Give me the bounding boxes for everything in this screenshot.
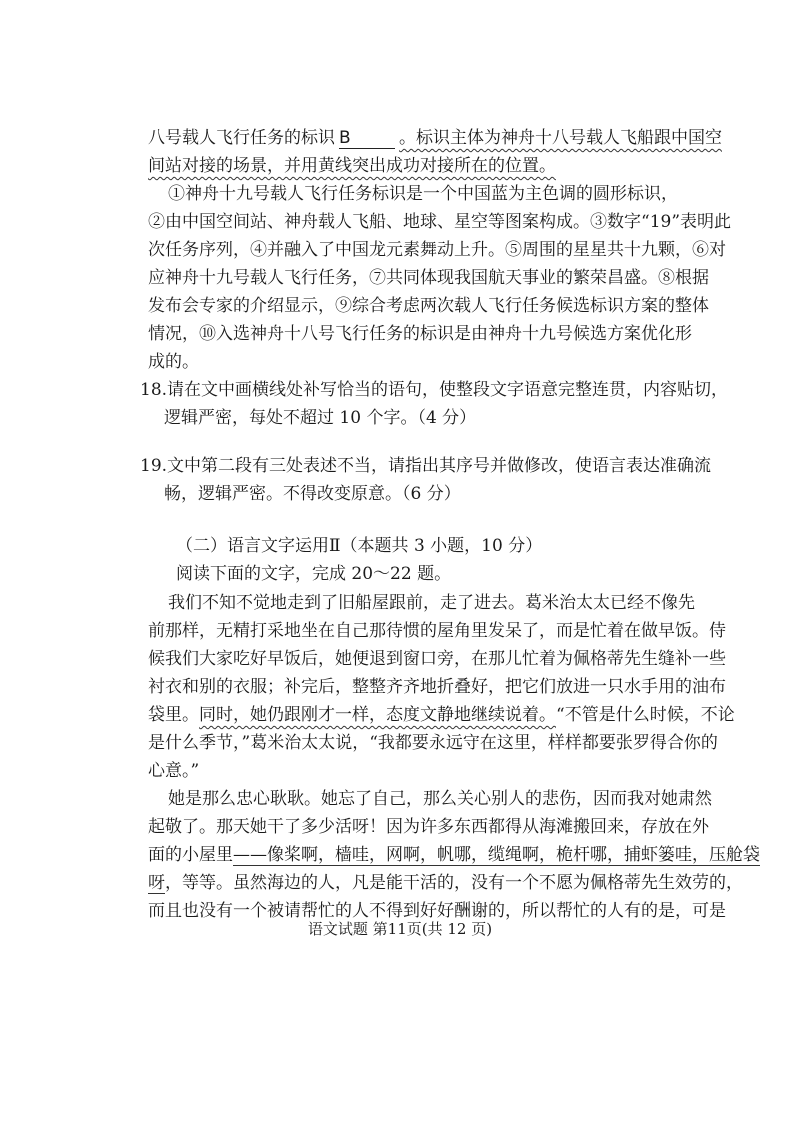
passage-2-line-3 [148, 841, 760, 869]
passage-1-line-6: 是什么季节，”葛米治太太说，“我都要永远守在这里，样样都要张罗得合你的 [148, 733, 718, 753]
intro-wavy-1: 。标识主体为神舟十八号载人飞船跟中国空 [399, 128, 722, 148]
para-two-line-1: ①神舟十九号载人飞行任务标识是一个中国蓝为主色调的圆形标识， [168, 184, 678, 204]
question-18-line-2: 逻辑严密，每处不超过 10 个字。（4 分） [164, 408, 477, 428]
passage-1-line-5 [148, 701, 735, 729]
question-19-line-2: 畅，逻辑严密。不得改变原意。（6 分） [164, 484, 461, 504]
passage-1-line-1: 我们不知不觉地走到了旧船屋跟前，走了进去。葛米治太太已经不像先 [168, 593, 695, 613]
passage-1-line-4: 衬衣和别的衣服；补完后，整整齐齐地折叠好，把它们放进一只水手用的油布 [148, 677, 726, 697]
section-2-instruction: 阅读下面的文字，完成 20～22 题。 [176, 564, 452, 584]
passage-1-line-2: 前那样，无精打采地坐在自己那待惯的屋角里发呆了，而是忙着在做早饭。侍 [148, 621, 726, 641]
para-two-line-2: ②由中国空间站、神舟载人飞船、地球、星空等图案构成。③数字“19”表明此 [148, 212, 732, 232]
para-two-line-3: 次任务序列，④并融入了中国龙元素舞动上升。⑤周围的星星共十九颗，⑥对 [148, 240, 726, 260]
passage-2-line-5: 而且也没有一个被请帮忙的人不得到好好酬谢的，所以帮忙的人有的是，可是 [148, 901, 726, 921]
passage-2-line-1: 她是那么忠心耿耿。她忘了自己，那么关心别人的悲伤，因而我对她肃然 [168, 789, 712, 809]
question-18-line-1: 18.请在文中画横线处补写恰当的语句，使整段文字语意完整连贯，内容贴切， [140, 380, 729, 400]
passage-1-wavy-sentence: 同时，她仍跟刚才一样，态度文静地继续说着。 [199, 705, 556, 725]
intro-text-1: 八号载人飞行任务的标识 [148, 128, 335, 148]
passage-2-text-4b: ，等等。虽然海边的人，凡是能干活的，没有一个不愿为佩格蒂先生效劳的， [165, 873, 743, 893]
passage-1-text-5b: “不管是什么时候，不论 [556, 705, 735, 725]
passage-2-underlined-end: 呀 [148, 873, 165, 893]
section-2-heading: （二）语言文字运用Ⅱ（本题共 3 小题，10 分） [176, 536, 543, 556]
question-19-line-1: 19.文中第二段有三处表述不当，请指出其序号并做修改，使语言表达准确流 [140, 456, 712, 476]
para-two-line-5: 发布会专家的介绍显示，⑨综合考虑两次载人飞行任务候选标识方案的整体 [148, 296, 709, 316]
passage-2-line-4 [148, 869, 743, 897]
para-two-line-7: 成的。 [148, 352, 199, 372]
para-two-line-6: 情况，⑩入选神舟十八号飞行任务的标识是由神舟十九号候选方案优化形 [148, 324, 692, 344]
passage-1-line-7: 心意。” [148, 761, 200, 781]
para-two-line-4: 应神舟十九号载人飞行任务，⑦共同体现我国航天事业的繁荣昌盛。⑧根据 [148, 268, 709, 288]
passage-2-underlined-list: ——像桨啊，樯哇，网啊，帆哪，缆绳啊，桅杆哪，捕虾篓哇，压舱袋 [233, 845, 760, 865]
passage-1-text-5a: 袋里。 [148, 705, 199, 725]
passage-2-line-2: 起敬了。那天她干了多少活呀！因为许多东西都得从海滩搬回来，存放在外 [148, 817, 709, 837]
answer-blank: B [339, 128, 395, 149]
passage-2-text-3a: 面的小屋里 [148, 845, 233, 865]
passage-1-line-3: 候我们大家吃好早饭后，她便退到窗口旁，在那儿忙着为佩格蒂先生缝补一些 [148, 649, 726, 669]
page-footer: 语文试题 第11页(共 12 页) [307, 920, 493, 938]
intro-wavy-2: 间站对接的场景，并用黄线突出成功对接所在的位置。 [148, 156, 556, 176]
intro-line-1 [148, 124, 722, 152]
intro-line-2 [148, 152, 668, 180]
